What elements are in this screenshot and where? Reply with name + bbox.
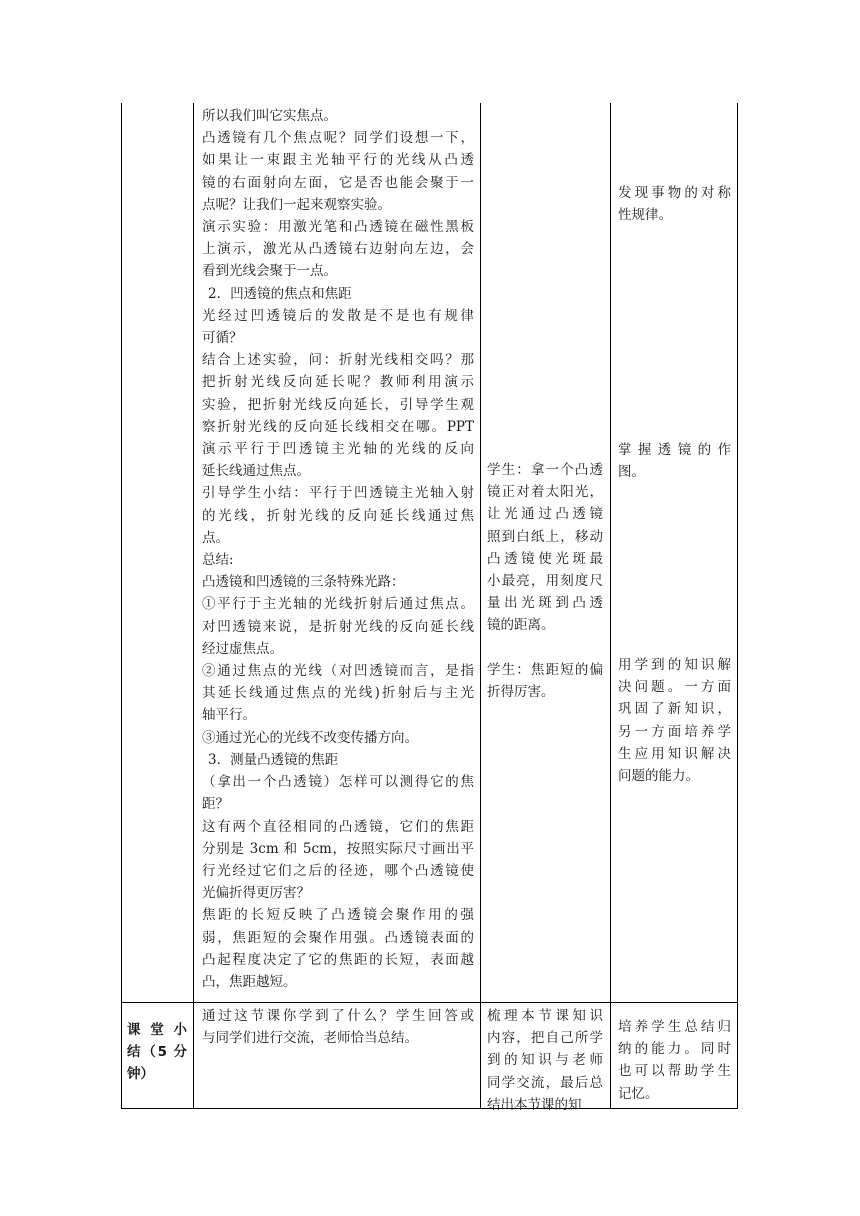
content-line: 凸透镜和凹透镜的三条特殊光路： <box>202 574 405 591</box>
summary-line: 纳的能力。同时 <box>618 1041 731 1058</box>
student-line: 镜的距离。 <box>487 617 555 634</box>
intent-line: 另一方面培养学 <box>618 723 731 740</box>
content-line: ③通过光心的光线不改变传播方向。 <box>202 729 418 746</box>
intent-line: 巩固了新知识， <box>618 701 731 718</box>
content-line: 轴平行。 <box>202 707 256 724</box>
content-line: 其延长线通过焦点的光线)折射后与主光 <box>202 685 474 702</box>
content-line: 延长线通过焦点。 <box>202 463 310 480</box>
col-border-1 <box>193 103 194 1109</box>
section-heading: 2．凹透镜的焦点和焦距 <box>208 285 352 302</box>
summary-line: 到的知识与老师 <box>487 1052 603 1069</box>
content-line: 察折射光线的反向延长线相交在哪。PPT <box>202 418 474 435</box>
content-line: 的光线，折射光线的反向延长线通过焦 <box>202 507 474 524</box>
student-line: 量出光斑到凸透 <box>487 595 603 612</box>
intent-line: 决问题。一方面 <box>618 679 731 696</box>
row-divider-summary <box>121 1002 738 1003</box>
summary-line: 同学交流，最后总 <box>487 1074 603 1091</box>
content-line: 距？ <box>202 796 229 813</box>
col-border-2 <box>480 103 481 1109</box>
content-line: 引导学生小结：平行于凹透镜主光轴入射 <box>202 485 474 502</box>
content-line: 把折射光线反向延长呢？教师利用演示 <box>202 374 474 391</box>
content-line: 点呢？让我们一起来观察实验。 <box>202 196 391 213</box>
lesson-plan-table <box>121 103 738 1113</box>
summary-heading-line: 结（5 分 <box>127 1044 187 1060</box>
student-activity-cell <box>487 459 603 637</box>
student-line: 让光通过凸透镜 <box>487 506 603 523</box>
col-border-left <box>121 103 122 1109</box>
intent-line: 用学到的知识解 <box>618 657 731 673</box>
content-line: 总结: <box>202 552 234 569</box>
student-line: 学生：焦距短的偏 <box>487 662 603 678</box>
summary-student-cell <box>487 1005 603 1116</box>
student-line: 凸透镜使光斑最 <box>487 550 603 567</box>
content-line: 行光经过它们之后的径迹，哪个凸透镜使 <box>202 862 474 879</box>
content-line: 分别是 3cm 和 5cm，按照实际尺寸画出平 <box>202 840 474 857</box>
content-line: 点。 <box>202 529 229 546</box>
summary-intent-cell <box>618 1016 731 1105</box>
content-line: 凸起程度决定了它的焦距的长短，表面越 <box>202 951 474 968</box>
summary-line: 梳理本节课知识 <box>487 1008 603 1024</box>
intent-line: 问题的能力。 <box>618 768 699 785</box>
content-line: 凸，焦距越短。 <box>202 973 297 990</box>
summary-line: 与同学们进行交流，老师恰当总结。 <box>202 1030 418 1047</box>
row-border-bottom <box>121 1108 738 1109</box>
content-line: 光偏折得更厉害？ <box>202 885 310 902</box>
content-line: 如果让一束跟主光轴平行的光线从凸透 <box>202 152 474 169</box>
summary-line: 培养学生总结归 <box>618 1019 731 1035</box>
student-line: 小最亮，用刻度尺 <box>487 573 603 590</box>
summary-heading-line: 钟） <box>127 1066 154 1082</box>
summary-line: 通过这节课你学到了什么？学生回答或 <box>202 1008 474 1024</box>
intent-line: 性规律。 <box>618 207 672 224</box>
summary-line: 记忆。 <box>618 1085 659 1102</box>
student-line: 学生：拿一个凸透 <box>487 462 603 478</box>
summary-line: 也可以帮助学生 <box>618 1063 731 1080</box>
intent-line: 发现事物的对称 <box>618 185 731 201</box>
summary-heading-line: 课 堂 小 <box>127 1022 187 1038</box>
col-border-right <box>737 103 738 1109</box>
summary-heading <box>127 1019 187 1085</box>
student-line: 折得厉害。 <box>487 684 555 701</box>
content-line: （拿出一个凸透镜）怎样可以测得它的焦 <box>202 774 474 791</box>
section-heading: 3．测量凸透镜的焦距 <box>208 751 339 768</box>
summary-line: 结出本节课的知 <box>487 1096 582 1113</box>
content-line: 焦距的长短反映了凸透镜会聚作用的强 <box>202 907 474 924</box>
content-line: ①平行于主光轴的光线折射后通过焦点。 <box>202 596 474 613</box>
teacher-activity-cell <box>202 105 474 993</box>
content-line: 经过虚焦点。 <box>202 640 283 657</box>
intent-line: 图。 <box>618 464 645 481</box>
content-line: 镜的右面射向左面，它是否也能会聚于一 <box>202 174 474 191</box>
summary-teacher-cell <box>202 1005 474 1049</box>
col-border-3 <box>610 103 611 1109</box>
content-line: 看到光线会聚于一点。 <box>202 263 337 280</box>
content-line: ②通过焦点的光线（对凹透镜而言，是指 <box>202 663 474 680</box>
intent-cell-application <box>618 654 731 787</box>
content-line: 对凹透镜来说，是折射光线的反向延长线 <box>202 618 474 635</box>
intent-line: 掌 握 透 镜 的 作 <box>618 442 731 458</box>
content-line: 可循？ <box>202 330 243 347</box>
content-line: 凸透镜有几个焦点呢？同学们设想一下， <box>202 130 474 147</box>
student-line: 照到白纸上，移动 <box>487 528 603 545</box>
content-line: 演示实验：用激光笔和凸透镜在磁性黑板 <box>202 219 474 236</box>
intent-line: 生应用知识解决 <box>618 745 731 762</box>
content-line: 弱，焦距短的会聚作用强。凸透镜表面的 <box>202 929 474 946</box>
content-line: 光经过凹透镜后的发散是不是也有规律 <box>202 307 474 324</box>
content-line: 实验，把折射光线反向延长，引导学生观 <box>202 396 474 413</box>
intent-cell-drawing <box>618 439 731 483</box>
intent-cell-symmetry <box>618 182 731 226</box>
content-line: 结合上述实验，问：折射光线相交吗？那 <box>202 352 474 369</box>
content-line: 上演示，激光从凸透镜右边射向左边，会 <box>202 241 474 258</box>
content-line: 演示平行于凹透镜主光轴的光线的反向 <box>202 441 474 458</box>
content-line: 所以我们叫它实焦点。 <box>202 108 337 124</box>
summary-line: 内容，把自己所学 <box>487 1030 603 1047</box>
content-line: 这有两个直径相同的凸透镜，它们的焦距 <box>202 818 474 835</box>
student-line: 镜正对着太阳光， <box>487 484 603 501</box>
student-answer-cell <box>487 659 603 703</box>
